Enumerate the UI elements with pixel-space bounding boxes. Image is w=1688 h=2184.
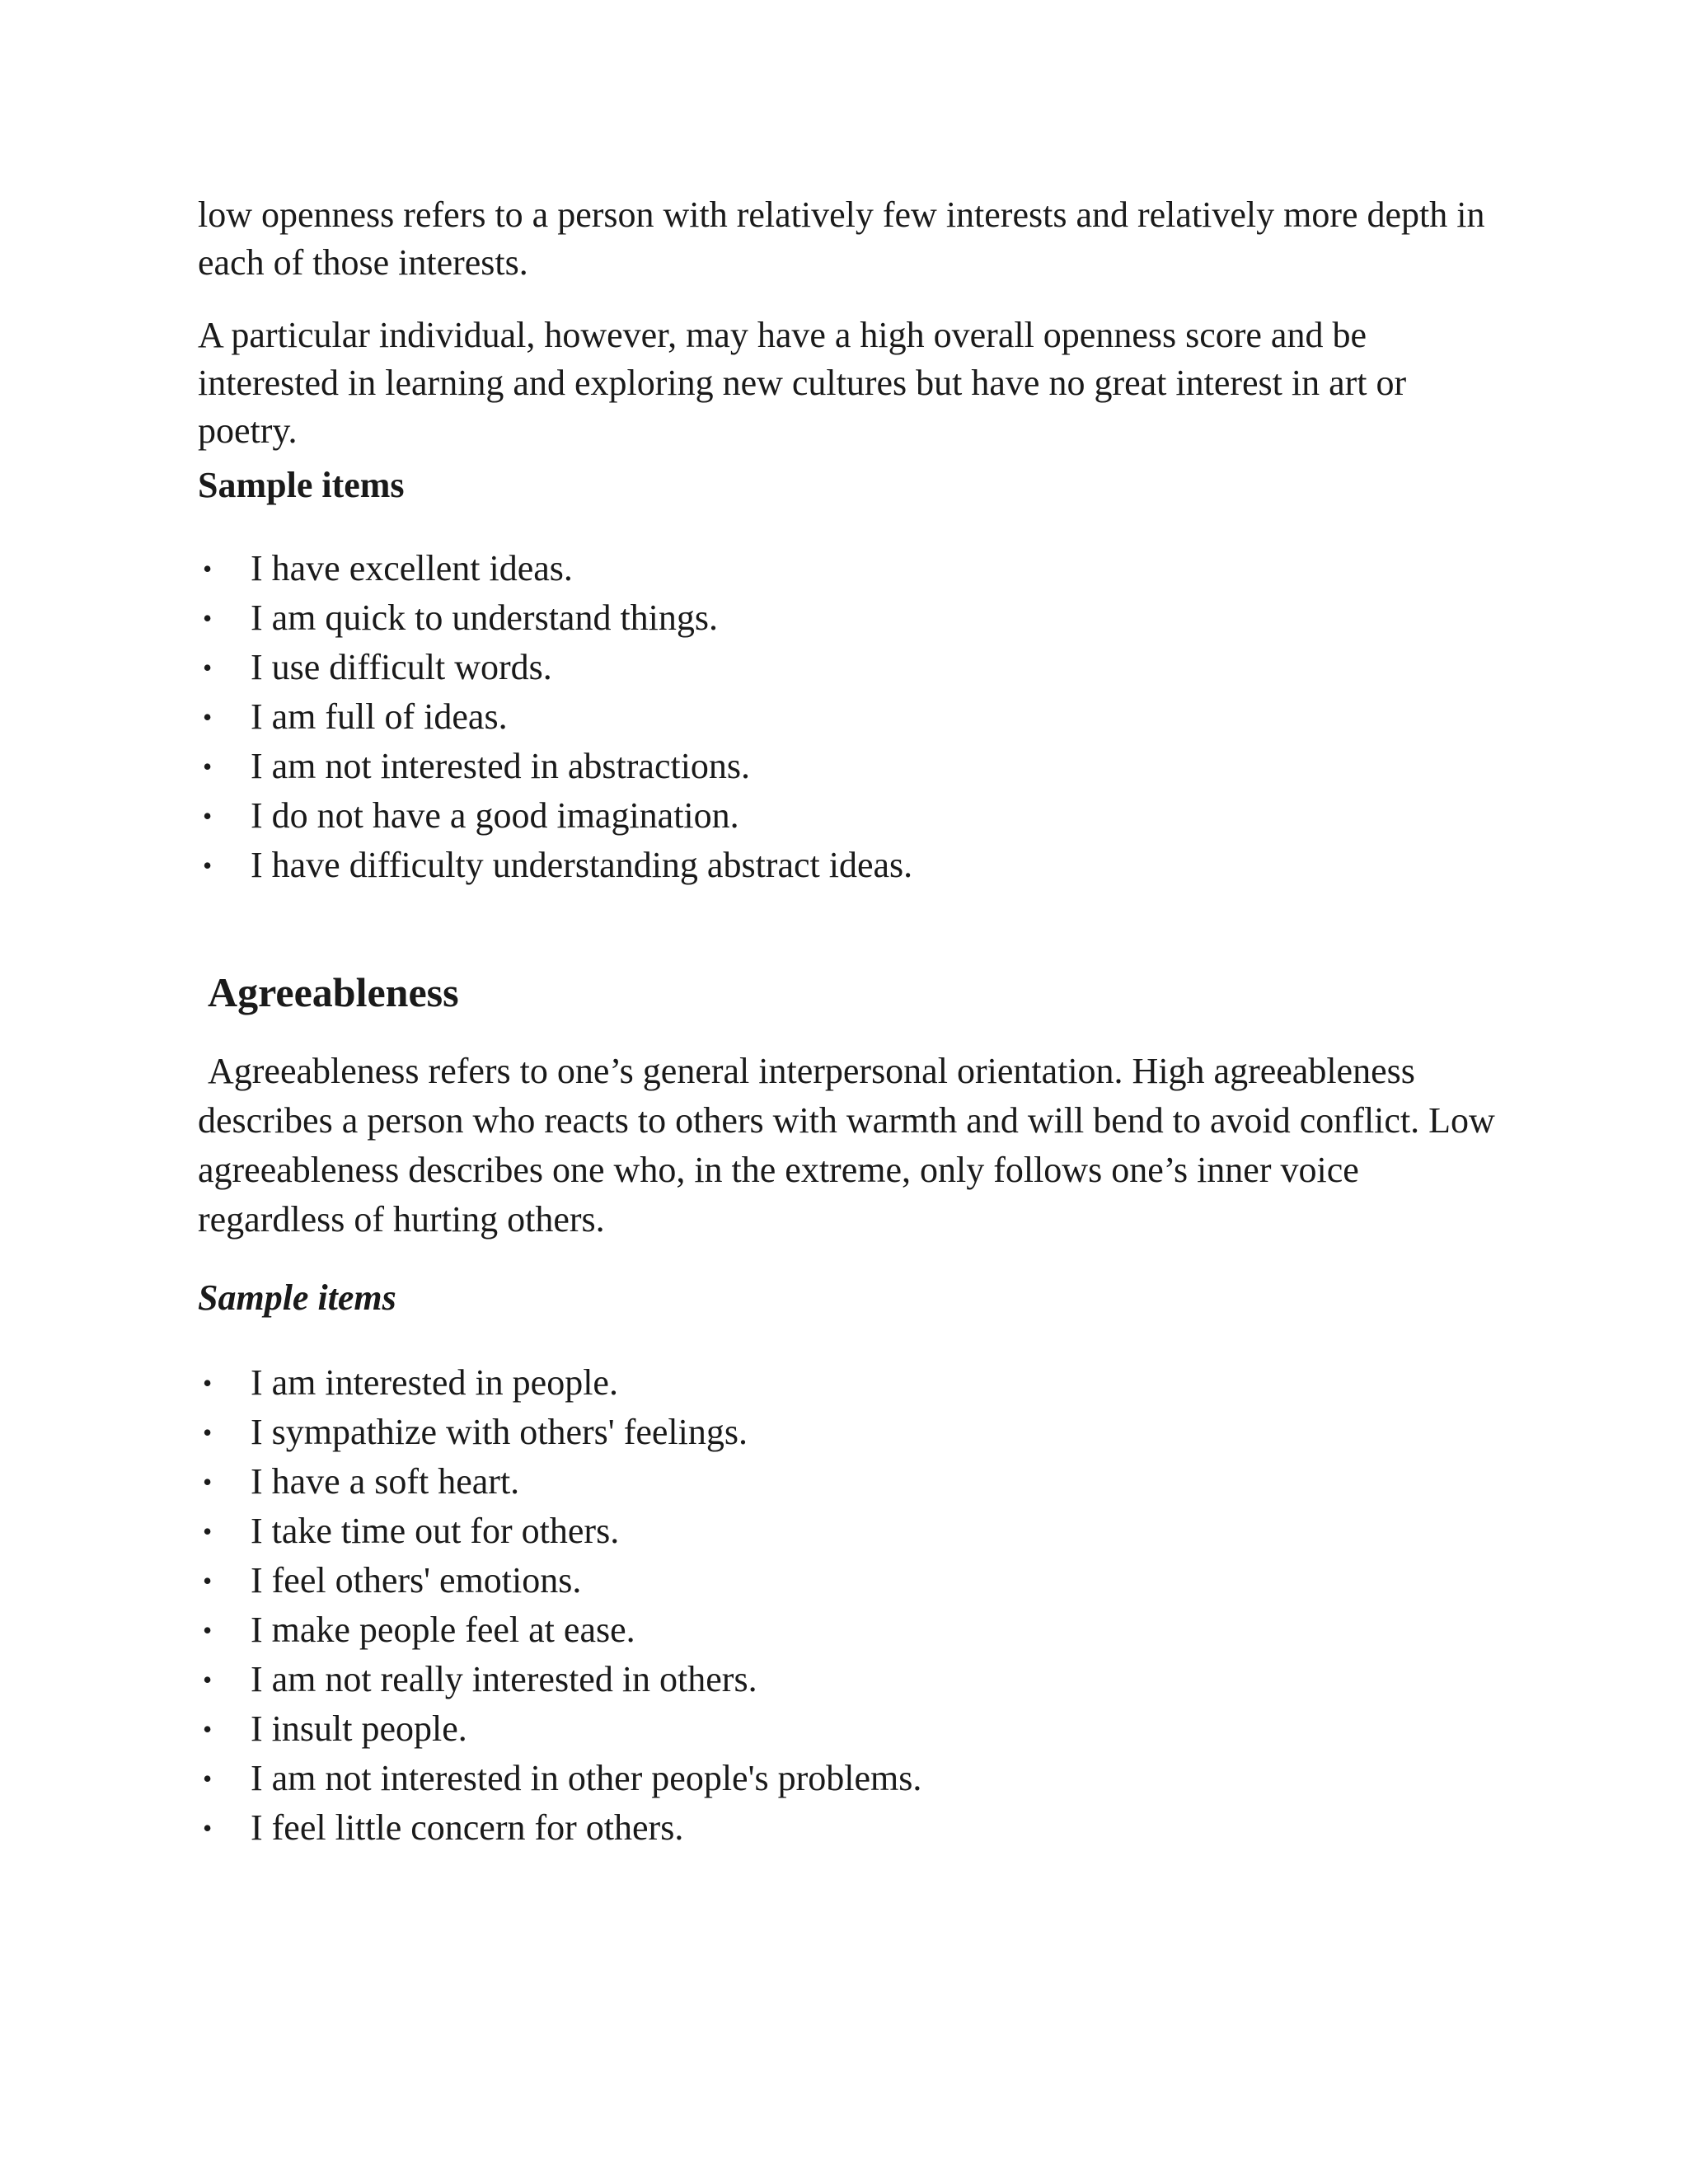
agreeableness-sample-heading: Sample items [198, 1277, 396, 1318]
list-item [198, 1507, 1500, 1556]
list-item [198, 1655, 1500, 1704]
list-item [198, 1408, 1500, 1457]
list-item-text: I am not interested in other people's problems. [251, 1758, 922, 1798]
list-item [198, 643, 1500, 692]
list-item-text: I take time out for others. [251, 1511, 620, 1551]
bullet-icon: • [203, 1764, 213, 1793]
agreeableness-sample-list [198, 1358, 1500, 1853]
bullet-icon: • [203, 1665, 213, 1694]
list-item-text: I use difficult words. [251, 647, 552, 687]
list-item-text: I have excellent ideas. [251, 548, 573, 588]
bullet-icon: • [203, 801, 213, 831]
list-item [198, 1457, 1500, 1507]
list-item-text: I am not interested in abstractions. [251, 746, 751, 786]
list-item-text: I have a soft heart. [251, 1461, 520, 1502]
list-item [198, 1803, 1500, 1853]
bullet-icon: • [203, 851, 213, 880]
bullet-icon: • [203, 1467, 213, 1497]
list-item-text: I am full of ideas. [251, 696, 508, 737]
list-item-text: I feel little concern for others. [251, 1807, 684, 1848]
bullet-icon: • [203, 1615, 213, 1645]
list-item [198, 593, 1500, 643]
openness-paragraph-2: A particular individual, however, may have a high overall openness score and be interested in learning and exploring new cultures but have no great interest in art or poetry. [198, 315, 1407, 451]
list-item-text: I am quick to understand things. [251, 598, 719, 638]
list-item-text: I sympathize with others' feelings. [251, 1412, 748, 1452]
document-page [198, 191, 1500, 1853]
list-item-text: I have difficulty understanding abstract ideas. [251, 845, 913, 885]
agreeableness-paragraph [198, 1047, 1500, 1244]
list-item-text: I am not really interested in others. [251, 1659, 757, 1699]
list-item [198, 1754, 1500, 1803]
list-item [198, 1704, 1500, 1754]
openness-sample-list [198, 544, 1500, 890]
list-item [198, 841, 1500, 890]
bullet-icon: • [203, 1368, 213, 1398]
bullet-icon: • [203, 1813, 213, 1843]
bullet-icon: • [203, 603, 213, 633]
bullet-icon: • [203, 1516, 213, 1546]
bullet-icon: • [203, 1418, 213, 1447]
bullet-icon: • [203, 1566, 213, 1596]
list-item [198, 791, 1500, 841]
list-item-text: I insult people. [251, 1708, 467, 1749]
list-item [198, 1358, 1500, 1408]
list-item [198, 544, 1500, 593]
bullet-icon: • [203, 752, 213, 781]
list-item [198, 692, 1500, 742]
list-item [198, 1556, 1500, 1605]
list-item [198, 1605, 1500, 1655]
bullet-icon: • [203, 653, 213, 682]
list-item-text: I feel others' emotions. [251, 1560, 582, 1601]
bullet-icon: • [203, 554, 213, 583]
list-item [198, 742, 1500, 791]
list-item-text: I do not have a good imagination. [251, 795, 739, 836]
agreeableness-heading: Agreeableness [208, 969, 459, 1015]
bullet-icon: • [203, 702, 213, 732]
agreeableness-paragraph-text: Agreeableness refers to one’s general interpersonal orientation. High agreeableness describes a person who reacts to others with warmth and will bend to avoid conflict. Low agreeableness describes one who, in the extreme, only follows one’s inner voice regardless of hurting others. [198, 1051, 1495, 1240]
openness-paragraph-1: low openness refers to a person with relatively few interests and relatively more depth in each of those interests. [198, 194, 1485, 283]
list-item-text: I make people feel at ease. [251, 1610, 635, 1650]
list-item-text: I am interested in people. [251, 1362, 618, 1403]
bullet-icon: • [203, 1714, 213, 1744]
openness-sample-heading: Sample items [198, 465, 405, 505]
